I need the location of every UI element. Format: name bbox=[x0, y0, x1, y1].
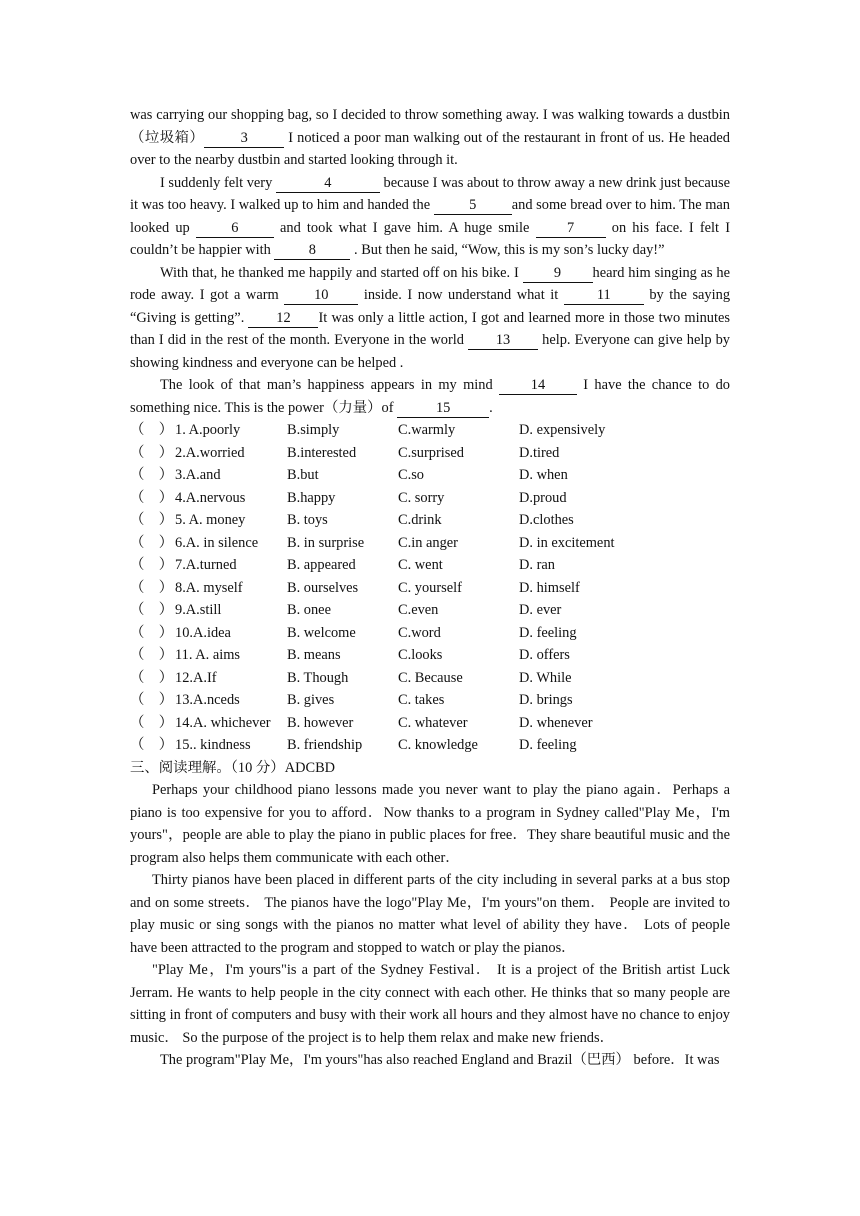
option-d: D.tired bbox=[519, 444, 560, 461]
option-c: C. sorry bbox=[398, 489, 445, 506]
blank-8[interactable]: 8 bbox=[274, 241, 350, 260]
answer-paren[interactable]: （ ） bbox=[130, 737, 174, 753]
option-b: B. onee bbox=[287, 602, 331, 618]
option-a: 1. A.poorly bbox=[175, 422, 241, 438]
option-b: B.but bbox=[287, 467, 319, 483]
option-d: D. himself bbox=[519, 579, 580, 596]
option-c: C.warmly bbox=[398, 422, 456, 438]
section-heading: 三、阅读理解。（10 分）ADCBD bbox=[130, 759, 336, 776]
text: and some bread over to him. The man looked up bbox=[130, 197, 730, 236]
option-c: C.word bbox=[398, 624, 441, 641]
text: It was only a little action, I got and learned more in those two minutes than I did in the rest of the month. Everyone in the world bbox=[130, 309, 730, 348]
option-c: C.drink bbox=[398, 512, 442, 528]
text: by the saying “Giving is getting”. bbox=[130, 287, 731, 326]
option-b: B. Though bbox=[287, 669, 349, 686]
option-row-14 bbox=[130, 712, 730, 735]
option-a: 4.A.nervous bbox=[175, 489, 246, 506]
reading-paragraph-4: The program"Play Me，I'm yours"has also reached England and Brazil（巴西） before．It was bbox=[160, 1052, 720, 1068]
option-row-7 bbox=[130, 554, 730, 577]
option-a: 12.A.If bbox=[175, 669, 217, 686]
option-row-13 bbox=[130, 689, 730, 712]
option-a: 11. A. aims bbox=[175, 647, 241, 663]
text: I suddenly felt very bbox=[160, 174, 276, 191]
reading-paragraph-2: Thirty pianos have been placed in different parts of the city including in several parks at a bus stop and on some streets． The pianos have the logo"Play Me，I'm yours"on them． People are invited to play music or sing songs with the pianos no matter what level of ability they have． Lots of people have been attracted to the program and stopped to watch or play the pianos． bbox=[130, 872, 730, 956]
blank-7[interactable]: 7 bbox=[536, 219, 606, 238]
answer-paren[interactable]: （ ） bbox=[130, 444, 174, 461]
option-row-15 bbox=[130, 734, 730, 757]
blank-9[interactable]: 9 bbox=[523, 264, 593, 283]
options-list bbox=[130, 419, 730, 757]
answer-paren[interactable]: （ ） bbox=[130, 579, 174, 596]
document-page bbox=[130, 104, 730, 1072]
text: because I was about to throw away a new drink just because it was too heavy. I walked up to him and handed the bbox=[130, 174, 730, 213]
option-a: 7.A.turned bbox=[175, 557, 237, 573]
option-c: C. went bbox=[398, 557, 443, 573]
answer-paren[interactable]: （ ） bbox=[130, 512, 174, 528]
blank-6[interactable]: 6 bbox=[196, 219, 274, 238]
option-row-2 bbox=[130, 442, 730, 465]
blank-10[interactable]: 10 bbox=[284, 286, 358, 305]
answer-paren[interactable]: （ ） bbox=[130, 669, 174, 686]
text: The look of that man’s happiness appears in my mind bbox=[160, 377, 499, 393]
option-d: D. feeling bbox=[519, 624, 577, 641]
passage-paragraph-2 bbox=[130, 172, 730, 262]
blank-15[interactable]: 15 bbox=[397, 399, 489, 418]
option-d: D.proud bbox=[519, 489, 567, 506]
option-row-8 bbox=[130, 577, 730, 600]
option-row-12 bbox=[130, 667, 730, 690]
blank-4[interactable]: 4 bbox=[276, 174, 380, 193]
option-d: D. brings bbox=[519, 692, 573, 708]
option-c: C.in anger bbox=[398, 534, 458, 551]
text: . But then he said, “Wow, this is my son’s lucky day!” bbox=[350, 242, 665, 258]
option-row-6 bbox=[130, 532, 730, 555]
text: With that, he thanked me happily and started off on his bike. I bbox=[160, 264, 523, 281]
option-c: C.even bbox=[398, 602, 439, 618]
text: help. Everyone can give help by showing kindness and everyone can be helped . bbox=[130, 332, 730, 371]
option-c: C. takes bbox=[398, 692, 445, 708]
option-d: D. in excitement bbox=[519, 534, 615, 551]
option-a: 13.A.nceds bbox=[175, 692, 240, 708]
option-d: D. expensively bbox=[519, 422, 606, 438]
answer-paren[interactable]: （ ） bbox=[130, 602, 174, 618]
option-c: C. yourself bbox=[398, 579, 462, 596]
option-d: D. whenever bbox=[519, 714, 593, 731]
option-d: D. when bbox=[519, 467, 568, 483]
option-row-1 bbox=[130, 419, 730, 442]
option-row-4 bbox=[130, 487, 730, 510]
option-b: B. gives bbox=[287, 692, 335, 708]
option-row-5 bbox=[130, 509, 730, 532]
reading-paragraph-1: Perhaps your childhood piano lessons made you never want to play the piano again．Perhaps a piano is too expensive for you to afford．Now thanks to a program in Sydney called"Play Me，I'm yours"，people are able to play the piano in public places for free．They share beautiful music and the program also helps them communicate with each other． bbox=[130, 782, 730, 866]
answer-paren[interactable]: （ ） bbox=[130, 489, 174, 506]
option-b: B. however bbox=[287, 714, 354, 731]
option-b: B.simply bbox=[287, 422, 340, 438]
text: . bbox=[489, 399, 493, 416]
option-b: B. appeared bbox=[287, 557, 356, 573]
blank-5[interactable]: 5 bbox=[434, 196, 512, 215]
answer-paren[interactable]: （ ） bbox=[130, 624, 174, 641]
text: I noticed a poor man walking out of the restaurant in front of us. He headed over to the nearby dustbin and started looking through it. bbox=[130, 129, 730, 168]
option-b: B. ourselves bbox=[287, 579, 359, 596]
answer-paren[interactable]: （ ） bbox=[130, 422, 174, 438]
option-c: C. knowledge bbox=[398, 737, 478, 753]
blank-12[interactable]: 12 bbox=[248, 309, 318, 328]
option-c: C. Because bbox=[398, 669, 463, 686]
answer-paren[interactable]: （ ） bbox=[130, 692, 174, 708]
text: I have the chance to do something nice. This is the power（力量）of bbox=[130, 377, 730, 416]
option-b: B. friendship bbox=[287, 737, 363, 753]
passage-paragraph-4 bbox=[130, 374, 730, 419]
option-c: C. whatever bbox=[398, 714, 468, 731]
option-a: 10.A.idea bbox=[175, 624, 231, 641]
option-d: D. ran bbox=[519, 557, 555, 573]
option-a: 8.A. myself bbox=[175, 579, 243, 596]
answer-paren[interactable]: （ ） bbox=[130, 534, 174, 551]
blank-13[interactable]: 13 bbox=[468, 331, 538, 350]
option-a: 2.A.worried bbox=[175, 444, 245, 461]
text: was carrying our shopping bag, so I decided to throw something away. I was walking towards a dustbin（垃圾箱） bbox=[130, 107, 730, 146]
option-c: C.surprised bbox=[398, 444, 464, 461]
option-a: 3.A.and bbox=[175, 467, 221, 483]
reading-paragraph-3: "Play Me，I'm yours"is a part of the Sydney Festival． It is a project of the British artist Luck Jerram. He wants to help people in the city connect with each other. He thinks that so many people are sitting in front of computers and busy with their work all hours and they almost have no chance to enjoy music． So the purpose of the project is to help them relax and make new friends． bbox=[130, 962, 730, 1046]
option-d: D. ever bbox=[519, 602, 562, 618]
option-a: 6.A. in silence bbox=[175, 534, 259, 551]
option-b: B.happy bbox=[287, 489, 336, 506]
passage-paragraph-3 bbox=[130, 262, 730, 375]
option-c: C.looks bbox=[398, 647, 443, 663]
text: on his face. I felt I couldn’t be happier with bbox=[130, 219, 730, 258]
option-row-10 bbox=[130, 622, 730, 645]
option-a: 15.. kindness bbox=[175, 737, 251, 753]
option-d: D. feeling bbox=[519, 737, 577, 753]
option-b: B. means bbox=[287, 647, 341, 663]
text: and took what I gave him. A huge smile bbox=[273, 219, 536, 236]
answer-paren[interactable]: （ ） bbox=[130, 647, 174, 663]
passage-paragraph-1 bbox=[130, 104, 730, 172]
option-row-9 bbox=[130, 599, 730, 622]
blank-11[interactable]: 11 bbox=[564, 286, 644, 305]
text: heard him singing as he rode away. I got a warm bbox=[130, 264, 730, 303]
answer-paren[interactable]: （ ） bbox=[130, 557, 174, 573]
option-row-3 bbox=[130, 464, 730, 487]
option-d: D. While bbox=[519, 669, 572, 686]
option-b: B.interested bbox=[287, 444, 357, 461]
answer-paren[interactable]: （ ） bbox=[130, 714, 174, 731]
option-d: D. offers bbox=[519, 647, 570, 663]
option-a: 5. A. money bbox=[175, 512, 246, 528]
option-b: B. toys bbox=[287, 512, 328, 528]
option-d: D.clothes bbox=[519, 512, 574, 528]
option-b: B. in surprise bbox=[287, 534, 365, 551]
text: inside. I now understand what it bbox=[358, 287, 564, 303]
option-a: 9.A.still bbox=[175, 602, 222, 618]
blank-14[interactable]: 14 bbox=[499, 376, 577, 395]
answer-paren[interactable]: （ ） bbox=[130, 467, 174, 483]
option-c: C.so bbox=[398, 467, 424, 483]
option-row-11 bbox=[130, 644, 730, 667]
option-b: B. welcome bbox=[287, 624, 356, 641]
option-a: 14.A. whichever bbox=[175, 714, 271, 731]
blank-3[interactable]: 3 bbox=[204, 129, 284, 148]
